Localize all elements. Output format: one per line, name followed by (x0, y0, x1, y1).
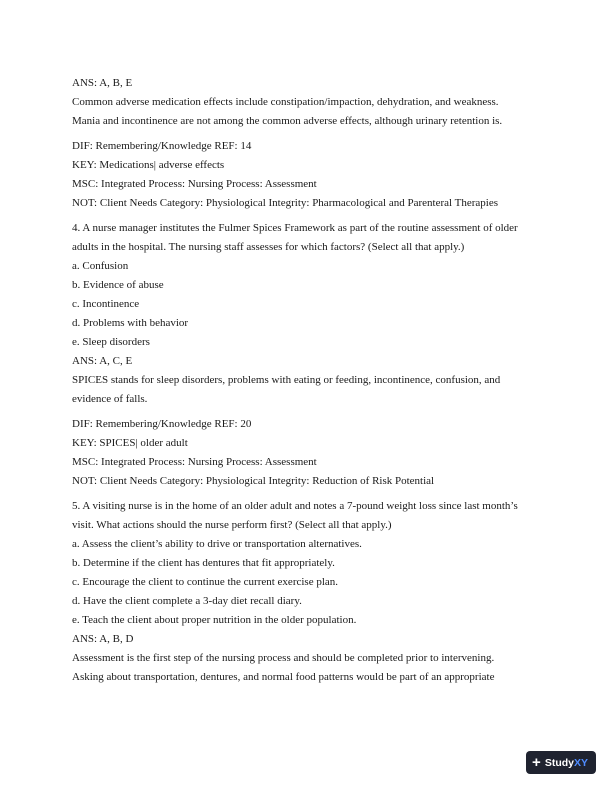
q4-rationale-line: evidence of falls. (72, 393, 148, 405)
q4-not: NOT: Client Needs Category: Physiological Integrity: Reduction of Risk Potential (72, 475, 435, 487)
q5-option: b. Determine if the client has dentures that fit appropriately. (72, 557, 335, 569)
brand-main: Study (544, 756, 574, 769)
brand-name (545, 757, 588, 769)
brand-accent: XY (573, 756, 588, 769)
q4-option: e. Sleep disorders (72, 336, 150, 348)
q3-answer: ANS: A, B, E (72, 77, 133, 89)
q5-option: e. Teach the client about proper nutrition in the older population. (72, 614, 357, 626)
q4-stem: adults in the hospital. The nursing staff assesses for which factors? (Select all that apply.) (72, 241, 465, 253)
studyxy-badge[interactable] (526, 751, 596, 774)
q3-difficulty: DIF: Remembering/Knowledge REF: 14 (72, 140, 252, 152)
q4-difficulty: DIF: Remembering/Knowledge REF: 20 (72, 418, 252, 430)
q3-key: KEY: Medications| adverse effects (72, 159, 225, 171)
q5-answer: ANS: A, B, D (72, 633, 134, 645)
q4-stem: 4. A nurse manager institutes the Fulmer Spices Framework as part of the routine assessment of older (72, 222, 518, 234)
q5-rationale-line: Assessment is the first step of the nursing process and should be completed prior to intervening. (72, 652, 495, 664)
q4-key: KEY: SPICES| older adult (72, 437, 188, 449)
document-page (72, 74, 542, 687)
q4-option: c. Incontinence (72, 298, 140, 310)
q4-option: a. Confusion (72, 260, 129, 272)
q5-rationale-line: Asking about transportation, dentures, and normal food patterns would be part of an appropriate (72, 671, 495, 683)
q3-rationale-line: Mania and incontinence are not among the common adverse effects, although urinary retention is. (72, 115, 503, 127)
q3-rationale-line: Common adverse medication effects include constipation/impaction, dehydration, and weakness. (72, 96, 499, 108)
q4-msc: MSC: Integrated Process: Nursing Process: Assessment (72, 456, 317, 468)
q3-not: NOT: Client Needs Category: Physiological Integrity: Pharmacological and Parenteral Therapies (72, 197, 498, 209)
q4-option: b. Evidence of abuse (72, 279, 164, 291)
q5-stem: 5. A visiting nurse is in the home of an older adult and notes a 7-pound weight loss since last month’s (72, 500, 518, 512)
q5-option: d. Have the client complete a 3-day diet recall diary. (72, 595, 302, 607)
q4-answer: ANS: A, C, E (72, 355, 133, 367)
q4-option: d. Problems with behavior (72, 317, 189, 329)
plus-icon: + (532, 754, 541, 771)
q5-option: a. Assess the client’s ability to drive or transportation alternatives. (72, 538, 362, 550)
q5-stem: visit. What actions should the nurse perform first? (Select all that apply.) (72, 519, 392, 531)
q4-rationale-line: SPICES stands for sleep disorders, problems with eating or feeding, incontinence, confusion, and (72, 374, 501, 386)
q5-option: c. Encourage the client to continue the current exercise plan. (72, 576, 339, 588)
q3-msc: MSC: Integrated Process: Nursing Process: Assessment (72, 178, 317, 190)
